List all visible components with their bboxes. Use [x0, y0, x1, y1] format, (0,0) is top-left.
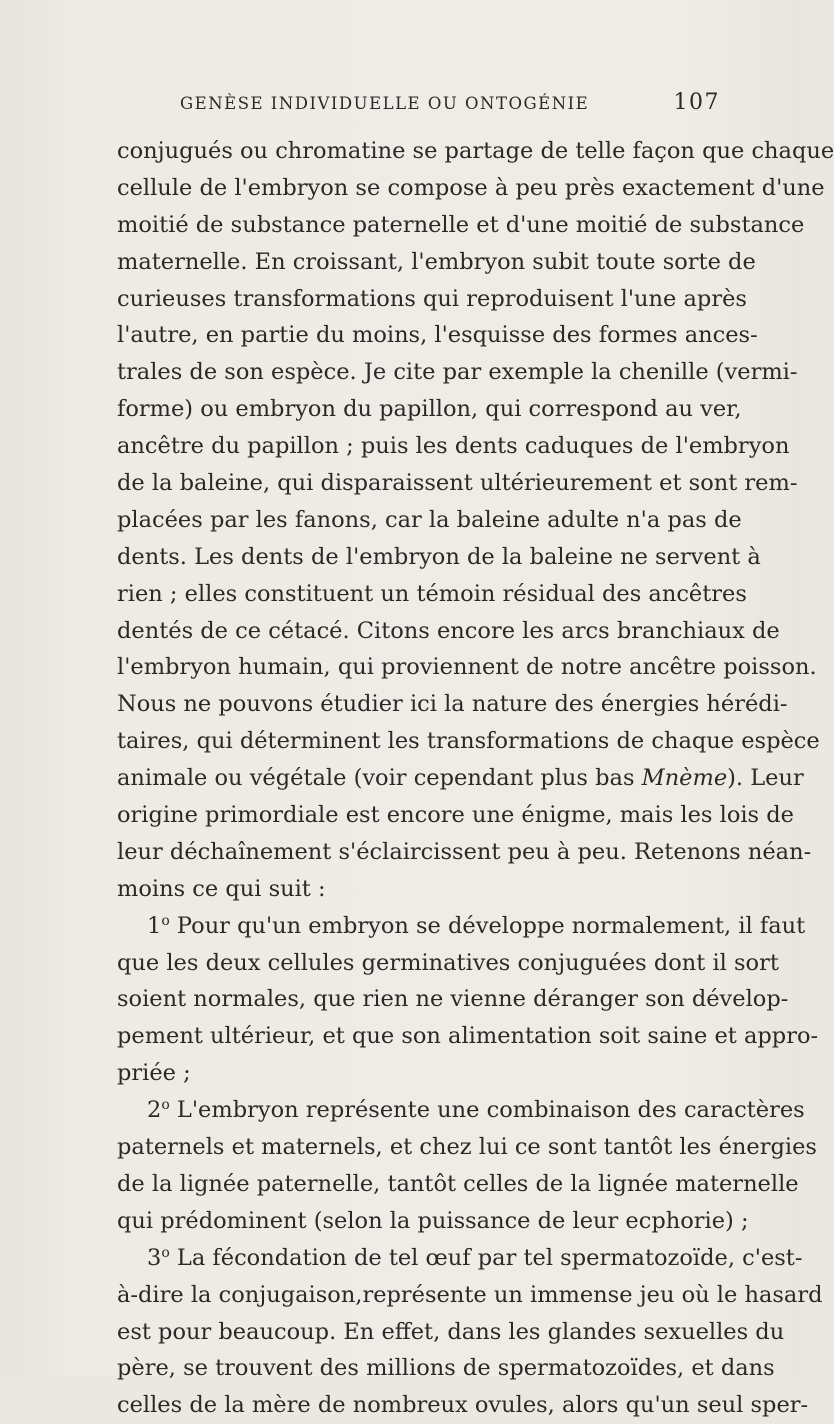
list-item-text: L'embryon représente une combinaison des caractères	[169, 1097, 805, 1124]
list-item-2	[117, 1092, 805, 1129]
text-line: forme) ou embryon du papillon, qui correspond au ver,	[117, 396, 742, 423]
text-line: celles de la mère de nombreux ovules, alors qu'un seul sper-	[117, 1392, 809, 1419]
chapter-title: GENÈSE INDIVIDUELLE OU ONTOGÉNIE	[180, 94, 590, 113]
list-item-3	[117, 1240, 803, 1277]
text-line: ancêtre du papillon ; puis les dents caduques de l'embryon	[117, 433, 790, 460]
text-line: Nous ne pouvons étudier ici la nature des énergies hérédi-	[117, 691, 788, 718]
text-line: est pour beaucoup. En effet, dans les glandes sexuelles du	[117, 1318, 785, 1345]
text-line: que les deux cellules germinatives conjuguées dont il sort	[117, 949, 779, 976]
list-marker: 2	[147, 1097, 162, 1124]
text-line-mneme	[117, 760, 804, 797]
mneme-italic: Mnème	[641, 765, 728, 792]
text-line: qui prédominent (selon la puissance de leur ecphorie) ;	[117, 1207, 749, 1234]
text-line: taires, qui déterminent les transformations de chaque espèce	[117, 728, 820, 755]
text-line: pement ultérieur, et que son alimentation soit saine et appro-	[117, 1023, 819, 1050]
list-marker: 3	[147, 1244, 162, 1271]
line-text: animale ou végétale (voir cependant plus bas	[117, 765, 642, 792]
text-line: à-dire la conjugaison,représente un immense jeu où le hasard	[117, 1281, 823, 1308]
page-number: 107	[673, 90, 720, 115]
text-line: moitié de substance paternelle et d'une moitié de substance	[117, 211, 805, 238]
body-text	[117, 133, 834, 1424]
text-line: trales de son espèce. Je cite par exemple la chenille (vermi-	[117, 359, 798, 386]
list-item-text: La fécondation de tel œuf par tel spermatozoïde, c'est-	[169, 1244, 803, 1271]
text-line: conjugués ou chromatine se partage de telle façon que chaque	[117, 138, 834, 164]
text-line: moins ce qui suit :	[117, 875, 326, 902]
text-line: de la lignée paternelle, tantôt celles de la lignée maternelle	[117, 1170, 799, 1197]
ordinal-mark: o	[161, 912, 170, 929]
list-marker: 1	[147, 912, 162, 939]
text-line: père, se trouvent des millions de spermatozoïdes, et dans	[117, 1355, 775, 1382]
text-line: placées par les fanons, car la baleine adulte n'a pas de	[117, 506, 742, 533]
text-line: l'embryon humain, qui proviennent de notre ancêtre poisson.	[117, 654, 817, 681]
running-header	[180, 90, 720, 118]
text-line: soient normales, que rien ne vienne déranger son dévelop-	[117, 986, 789, 1013]
ordinal-mark: o	[161, 1244, 170, 1261]
line-tail: ). Leur	[727, 765, 804, 792]
text-line: cellule de l'embryon se compose à peu près exactement d'une	[117, 174, 825, 201]
list-item-text: Pour qu'un embryon se développe normalement, il faut	[169, 912, 806, 939]
text-line: l'autre, en partie du moins, l'esquisse des formes ances-	[117, 322, 758, 349]
text-line: paternels et maternels, et chez lui ce sont tantôt les énergies	[117, 1134, 817, 1161]
text-line: rien ; elles constituent un témoin résidual des ancêtres	[117, 580, 747, 607]
text-line: de la baleine, qui disparaissent ultérieurement et sont rem-	[117, 470, 798, 497]
text-line: dents. Les dents de l'embryon de la baleine ne servent à	[117, 543, 761, 570]
list-item-1	[117, 908, 806, 945]
text-line: origine primordiale est encore une énigme, mais les lois de	[117, 802, 794, 829]
text-line: priée ;	[117, 1060, 191, 1087]
text-line: leur déchaînement s'éclaircissent peu à peu. Retenons néan-	[117, 838, 812, 865]
text-line: curieuses transformations qui reproduisent l'une après	[117, 285, 747, 312]
ordinal-mark: o	[161, 1097, 170, 1114]
text-line: maternelle. En croissant, l'embryon subit toute sorte de	[117, 248, 756, 275]
text-line: dentés de ce cétacé. Citons encore les arcs branchiaux de	[117, 617, 780, 644]
